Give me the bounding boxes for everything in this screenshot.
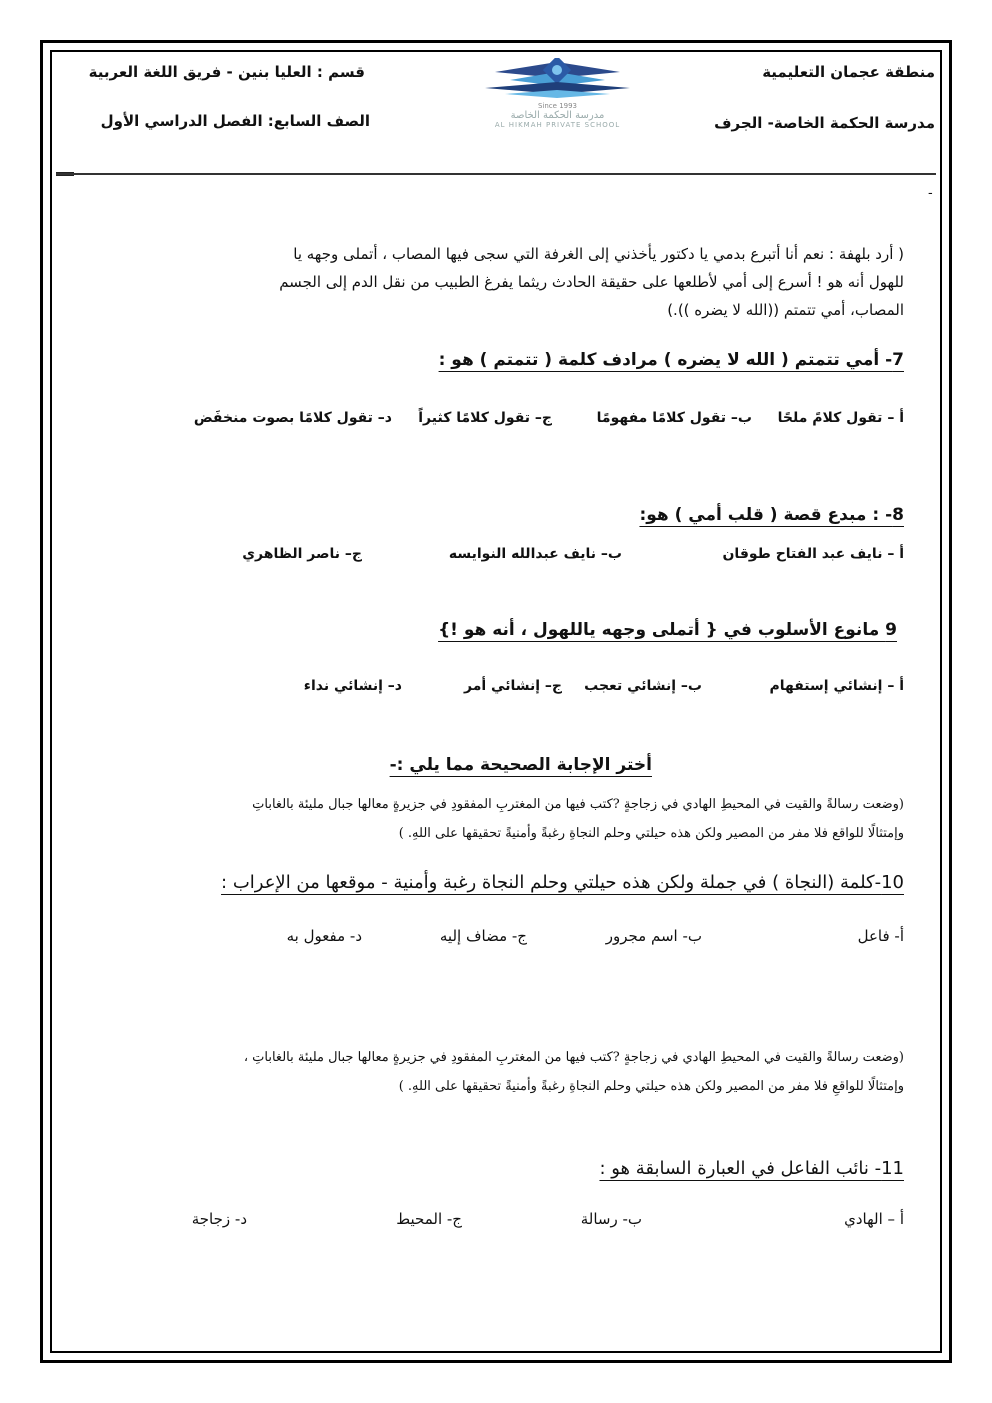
question-8: 8- : مبدع قصة ( قلب أمي ) هو: (639, 505, 904, 525)
question-9: 9 مانوع الأسلوب في { أتملى وجهه ياللهول ، أنه هو !} (438, 620, 897, 640)
grade-term: الصف السابع: الفصل الدراسي الأول (100, 112, 370, 130)
q7-option-d: د– تقول كلامًا بصوت منخفَض (193, 410, 392, 426)
question-10: 10-كلمة (النجاة ) في جملة ولكن هذه حيلتي وحلم النجاة رغبة وأمنية - موقعها من الإعراب : (221, 872, 904, 893)
header-divider (56, 173, 936, 175)
question-11: 11- نائب الفاعل في العبارة السابقة هو : (599, 1158, 904, 1179)
passage-1-line-2: للهول أنه هو ! أسرع إلى أمي لأطلعها على حقيقة الحادث ريثما يفرغ الطبيب من نقل الدم إلى الجسم (279, 273, 904, 291)
q11-option-d: د- زجاجة (191, 1210, 247, 1228)
logo-arabic-name: مدرسة الحكمة الخاصة (510, 110, 605, 121)
passage-2-line-2: وإمتثالًا للواقع فلا مفر من المصير ولكن هذه حيلتي وحلم النجاةِ رغبةً وأمنيةً تحقيقها على اللهِ. ) (398, 826, 904, 841)
q8-option-b: ب– نايف عبدالله النوايسه (448, 546, 622, 562)
q9-option-a: أ – إنشائي إستفهام (769, 678, 904, 694)
q10-option-c: ج- مضاف إليه (439, 927, 527, 945)
q11-option-a: أ – الهادي (844, 1210, 904, 1228)
school-name: مدرسة الحكمة الخاصة- الجرف (714, 114, 935, 132)
q9-option-b: ب– إنشائي تعجب (584, 678, 702, 694)
q7-option-a: أ – تقول كلامً ملحًا (777, 410, 904, 426)
q8-option-c: ج– ناصر الظاهري (242, 546, 362, 562)
department-name: قسم : العليا بنين - فريق اللغة العربية (88, 63, 365, 81)
section-title: أختر الإجابة الصحيحة مما يلي :- (389, 755, 652, 775)
school-logo (455, 58, 660, 130)
passage-2-line-1: (وضعت رسالةً والقيت في المحيطِ الهادي في زجاجةٍ ?كتب فيها من المغتربِ المفقودِ في جزيرةٍ معالها جبال مليئة بالغاباتِ (252, 797, 904, 812)
passage-1-line-1: ( أرد بلهفة : نعم أنا أتبرع بدمي يا دكتور يأخذني إلى الغرفة التي سجى فيها المصاب ، أتملى وجهه يا (293, 245, 904, 263)
q11-option-c: ج- المحيط (396, 1210, 462, 1228)
passage-1 (144, 240, 904, 324)
passage-3-line-1: (وضعت رسالةً والقيت في المحيطِ الهادي في زجاجةٍ ?كتب فيها من المغتربِ المفقودِ في جزيرةٍ معالها جبال مليئة بالغاباتِ ، (243, 1050, 904, 1065)
q9-option-c: ج– إنشائي أمر (464, 678, 562, 694)
q10-option-a: أ- فاعل (857, 927, 904, 945)
passage-3-line-2: وإمتثالًا للواقعِ فلا مفر من المصير ولكن هذه حيلتي وحلم النجاةِ رغبةً وأمنيةً تحقيقها على اللهِ. ) (398, 1079, 904, 1094)
question-7: 7- أمي تتمتم ( الله لا يضره ) مرادف كلمة ( تتمتم ) هو : (438, 350, 904, 370)
region-name: منطقة عجمان التعليمية (762, 63, 935, 81)
q9-option-d: د– إنشائي نداء (303, 678, 402, 694)
passage-1-line-3: المصاب، أمي تتمتم ((الله لا يضره )).) (667, 301, 904, 319)
stray-mark: - (928, 186, 933, 201)
q8-option-a: أ – نايف عبد الفتاح طوقان (722, 546, 904, 562)
q11-option-b: ب- رسالة (580, 1210, 642, 1228)
q10-option-d: د- مفعول به (286, 927, 362, 945)
logo-since: Since 1993 (537, 102, 578, 110)
q7-option-c: ج– تقول كلامًا كثيراً (418, 410, 552, 426)
q10-option-b: ب- اسم مجرور (605, 927, 702, 945)
q7-option-b: ب– تقول كلامًا مفهومًا (596, 410, 752, 426)
logo-english-name: AL HIKMAH PRIVATE SCHOOL (494, 121, 621, 129)
